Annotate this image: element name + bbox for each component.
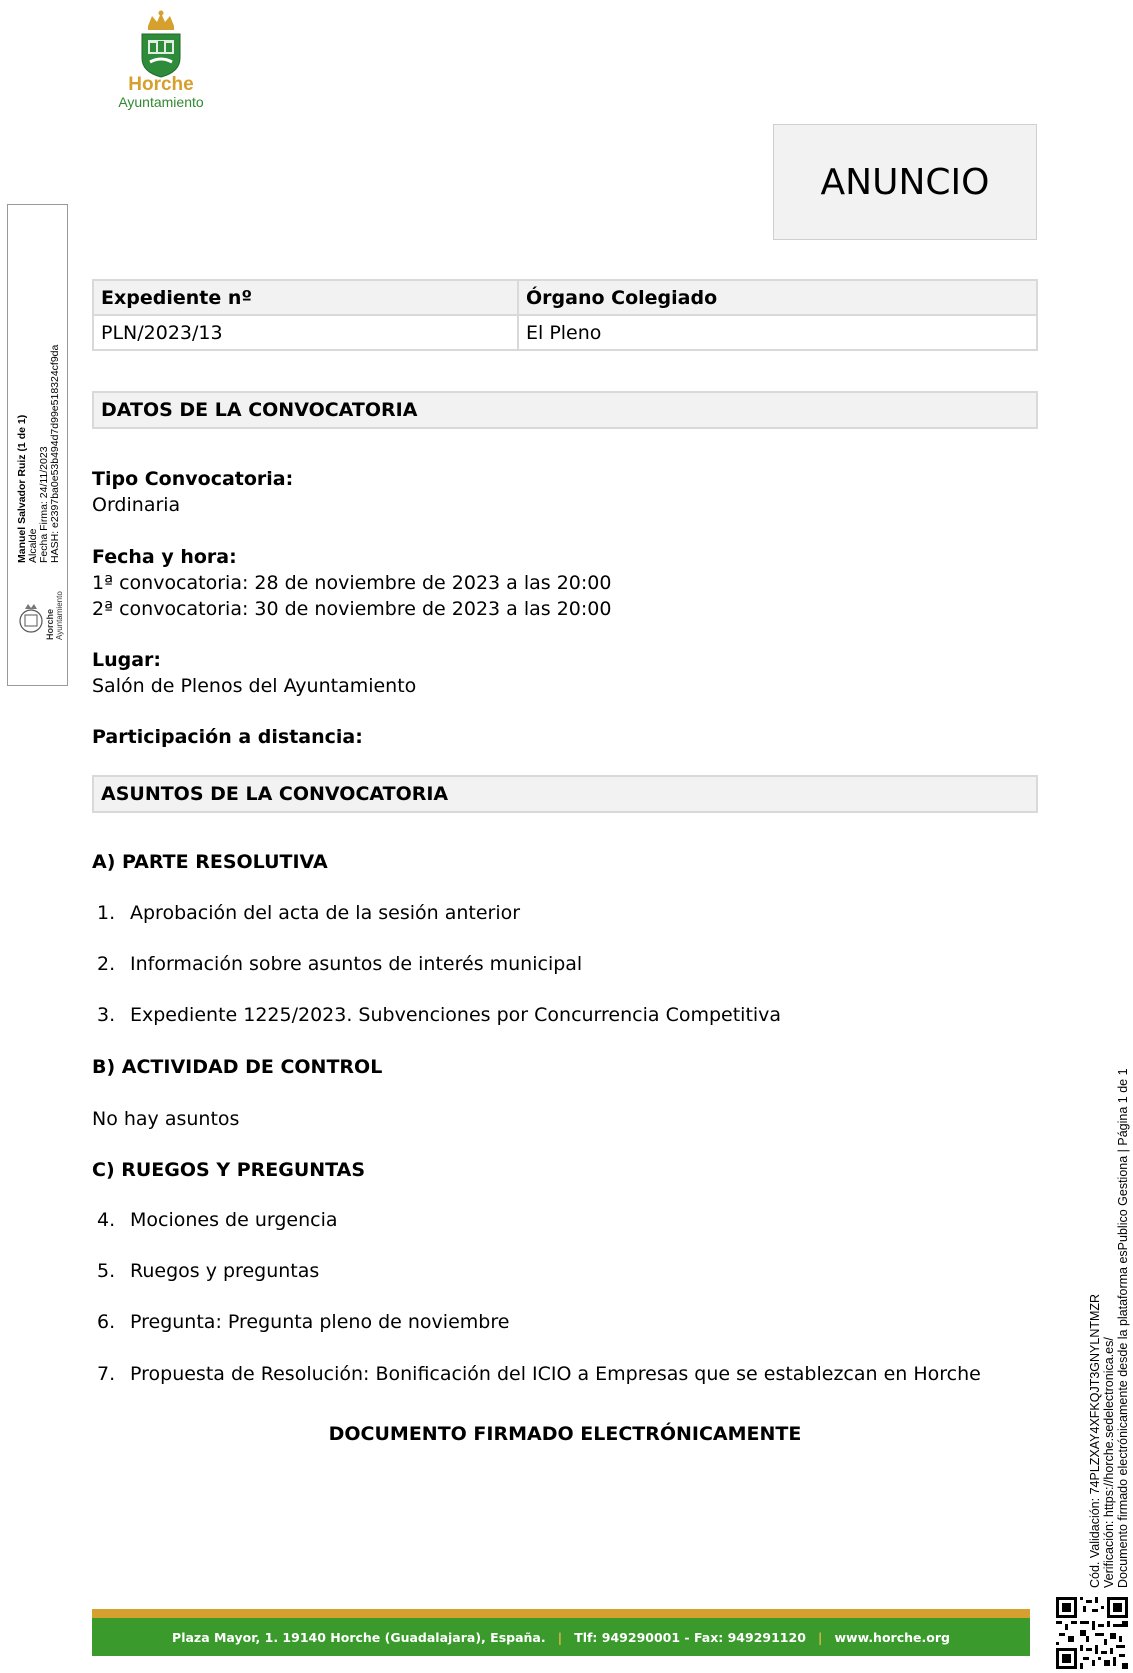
list-item xyxy=(97,1209,338,1231)
list-item xyxy=(97,1260,319,1282)
item-number: 5. xyxy=(97,1260,116,1282)
lugar-value: Salón de Plenos del Ayuntamiento xyxy=(92,675,417,697)
footer-website[interactable]: www.horche.org xyxy=(834,1629,950,1645)
organo-value: El Pleno xyxy=(518,315,1037,350)
validation-code: Cód. Validación: 74PLZXAY4XFKQJT3GNYLNTMZR xyxy=(1088,1293,1102,1588)
fecha-first-call: 1ª convocatoria: 28 de noviembre de 2023 a las 20:00 xyxy=(92,572,612,594)
item-text: Expediente 1225/2023. Subvenciones por Concurrencia Competitiva xyxy=(130,1004,782,1026)
qr-code-icon xyxy=(1056,1597,1128,1669)
signature-date: Fecha Firma: 24/11/2023 xyxy=(38,446,50,563)
seal-subtitle: Ayuntamiento xyxy=(55,591,64,640)
no-asuntos-text: No hay asuntos xyxy=(92,1108,240,1130)
list-item xyxy=(97,1311,509,1333)
logo-name: Horche xyxy=(128,74,194,95)
logo-subtitle: Ayuntamiento xyxy=(118,94,204,110)
section-b-heading: B) ACTIVIDAD DE CONTROL xyxy=(92,1056,383,1078)
item-text: Propuesta de Resolución: Bonificación del ICIO a Empresas que se establezcan en Horche xyxy=(130,1363,981,1385)
seal-name: Horche xyxy=(45,608,55,640)
list-item xyxy=(97,1004,781,1026)
expediente-table xyxy=(92,279,1038,351)
item-number: 6. xyxy=(97,1311,116,1333)
footer-address: Plaza Mayor, 1. 19140 Horche (Guadalajara), España. xyxy=(172,1629,546,1645)
signature-strip xyxy=(7,204,68,686)
asuntos-section-header: ASUNTOS DE LA CONVOCATORIA xyxy=(92,775,1038,813)
signature-hash: HASH: e2397ba0e53b494d7d99e518324cf9da xyxy=(49,344,61,563)
footer-phone: Tlf: 949290001 - Fax: 949291120 xyxy=(574,1629,806,1645)
signature-seal xyxy=(20,591,64,640)
table-header-row xyxy=(93,280,1037,315)
list-item xyxy=(97,1363,981,1385)
item-text: Ruegos y preguntas xyxy=(130,1260,320,1282)
participacion-label: Participación a distancia: xyxy=(92,726,363,748)
tipo-label: Tipo Convocatoria: xyxy=(92,468,294,490)
platform-note: Documento firmado electrónicamente desde la plataforma esPublico Gestiona | Página 1 de 1 xyxy=(1116,1068,1130,1588)
expediente-header: Expediente nº xyxy=(93,280,518,315)
table-row xyxy=(93,315,1037,350)
item-text: Aprobación del acta de la sesión anterior xyxy=(130,902,521,924)
item-number: 2. xyxy=(97,953,116,975)
organo-header: Órgano Colegiado xyxy=(518,280,1037,315)
validation-block xyxy=(1088,1068,1130,1589)
signer-name: Manuel Salvador Ruiz (1 de 1) xyxy=(16,414,28,563)
footer-accent-bar xyxy=(92,1609,1030,1618)
section-a-heading: A) PARTE RESOLUTIVA xyxy=(92,851,328,873)
tipo-value: Ordinaria xyxy=(92,494,181,516)
fecha-label: Fecha y hora: xyxy=(92,546,237,568)
document-title: ANUNCIO xyxy=(773,124,1037,240)
lugar-label: Lugar: xyxy=(92,649,162,671)
signer-role: Alcalde xyxy=(27,528,39,563)
item-number: 1. xyxy=(97,902,116,924)
verification-url: Verificación: https://horche.sedelectronica.es/ xyxy=(1102,1337,1116,1588)
item-text: Mociones de urgencia xyxy=(130,1209,338,1231)
signed-notice: DOCUMENTO FIRMADO ELECTRÓNICAMENTE xyxy=(328,1423,802,1445)
section-c-heading: C) RUEGOS Y PREGUNTAS xyxy=(92,1159,366,1181)
item-text: Pregunta: Pregunta pleno de noviembre xyxy=(130,1311,510,1333)
item-number: 4. xyxy=(97,1209,116,1231)
list-item xyxy=(97,902,520,924)
footer-bar xyxy=(92,1618,1030,1656)
item-text: Información sobre asuntos de interés municipal xyxy=(130,953,583,975)
municipality-logo xyxy=(108,4,214,108)
expediente-value: PLN/2023/13 xyxy=(93,315,518,350)
datos-section-header: DATOS DE LA CONVOCATORIA xyxy=(92,391,1038,429)
fecha-second-call: 2ª convocatoria: 30 de noviembre de 2023 a las 20:00 xyxy=(92,598,612,620)
footer-separator: | xyxy=(817,1629,823,1645)
coat-of-arms-icon xyxy=(140,10,182,78)
footer-separator: | xyxy=(557,1629,563,1645)
item-number: 7. xyxy=(97,1363,116,1385)
item-number: 3. xyxy=(97,1004,116,1026)
list-item xyxy=(97,953,582,975)
